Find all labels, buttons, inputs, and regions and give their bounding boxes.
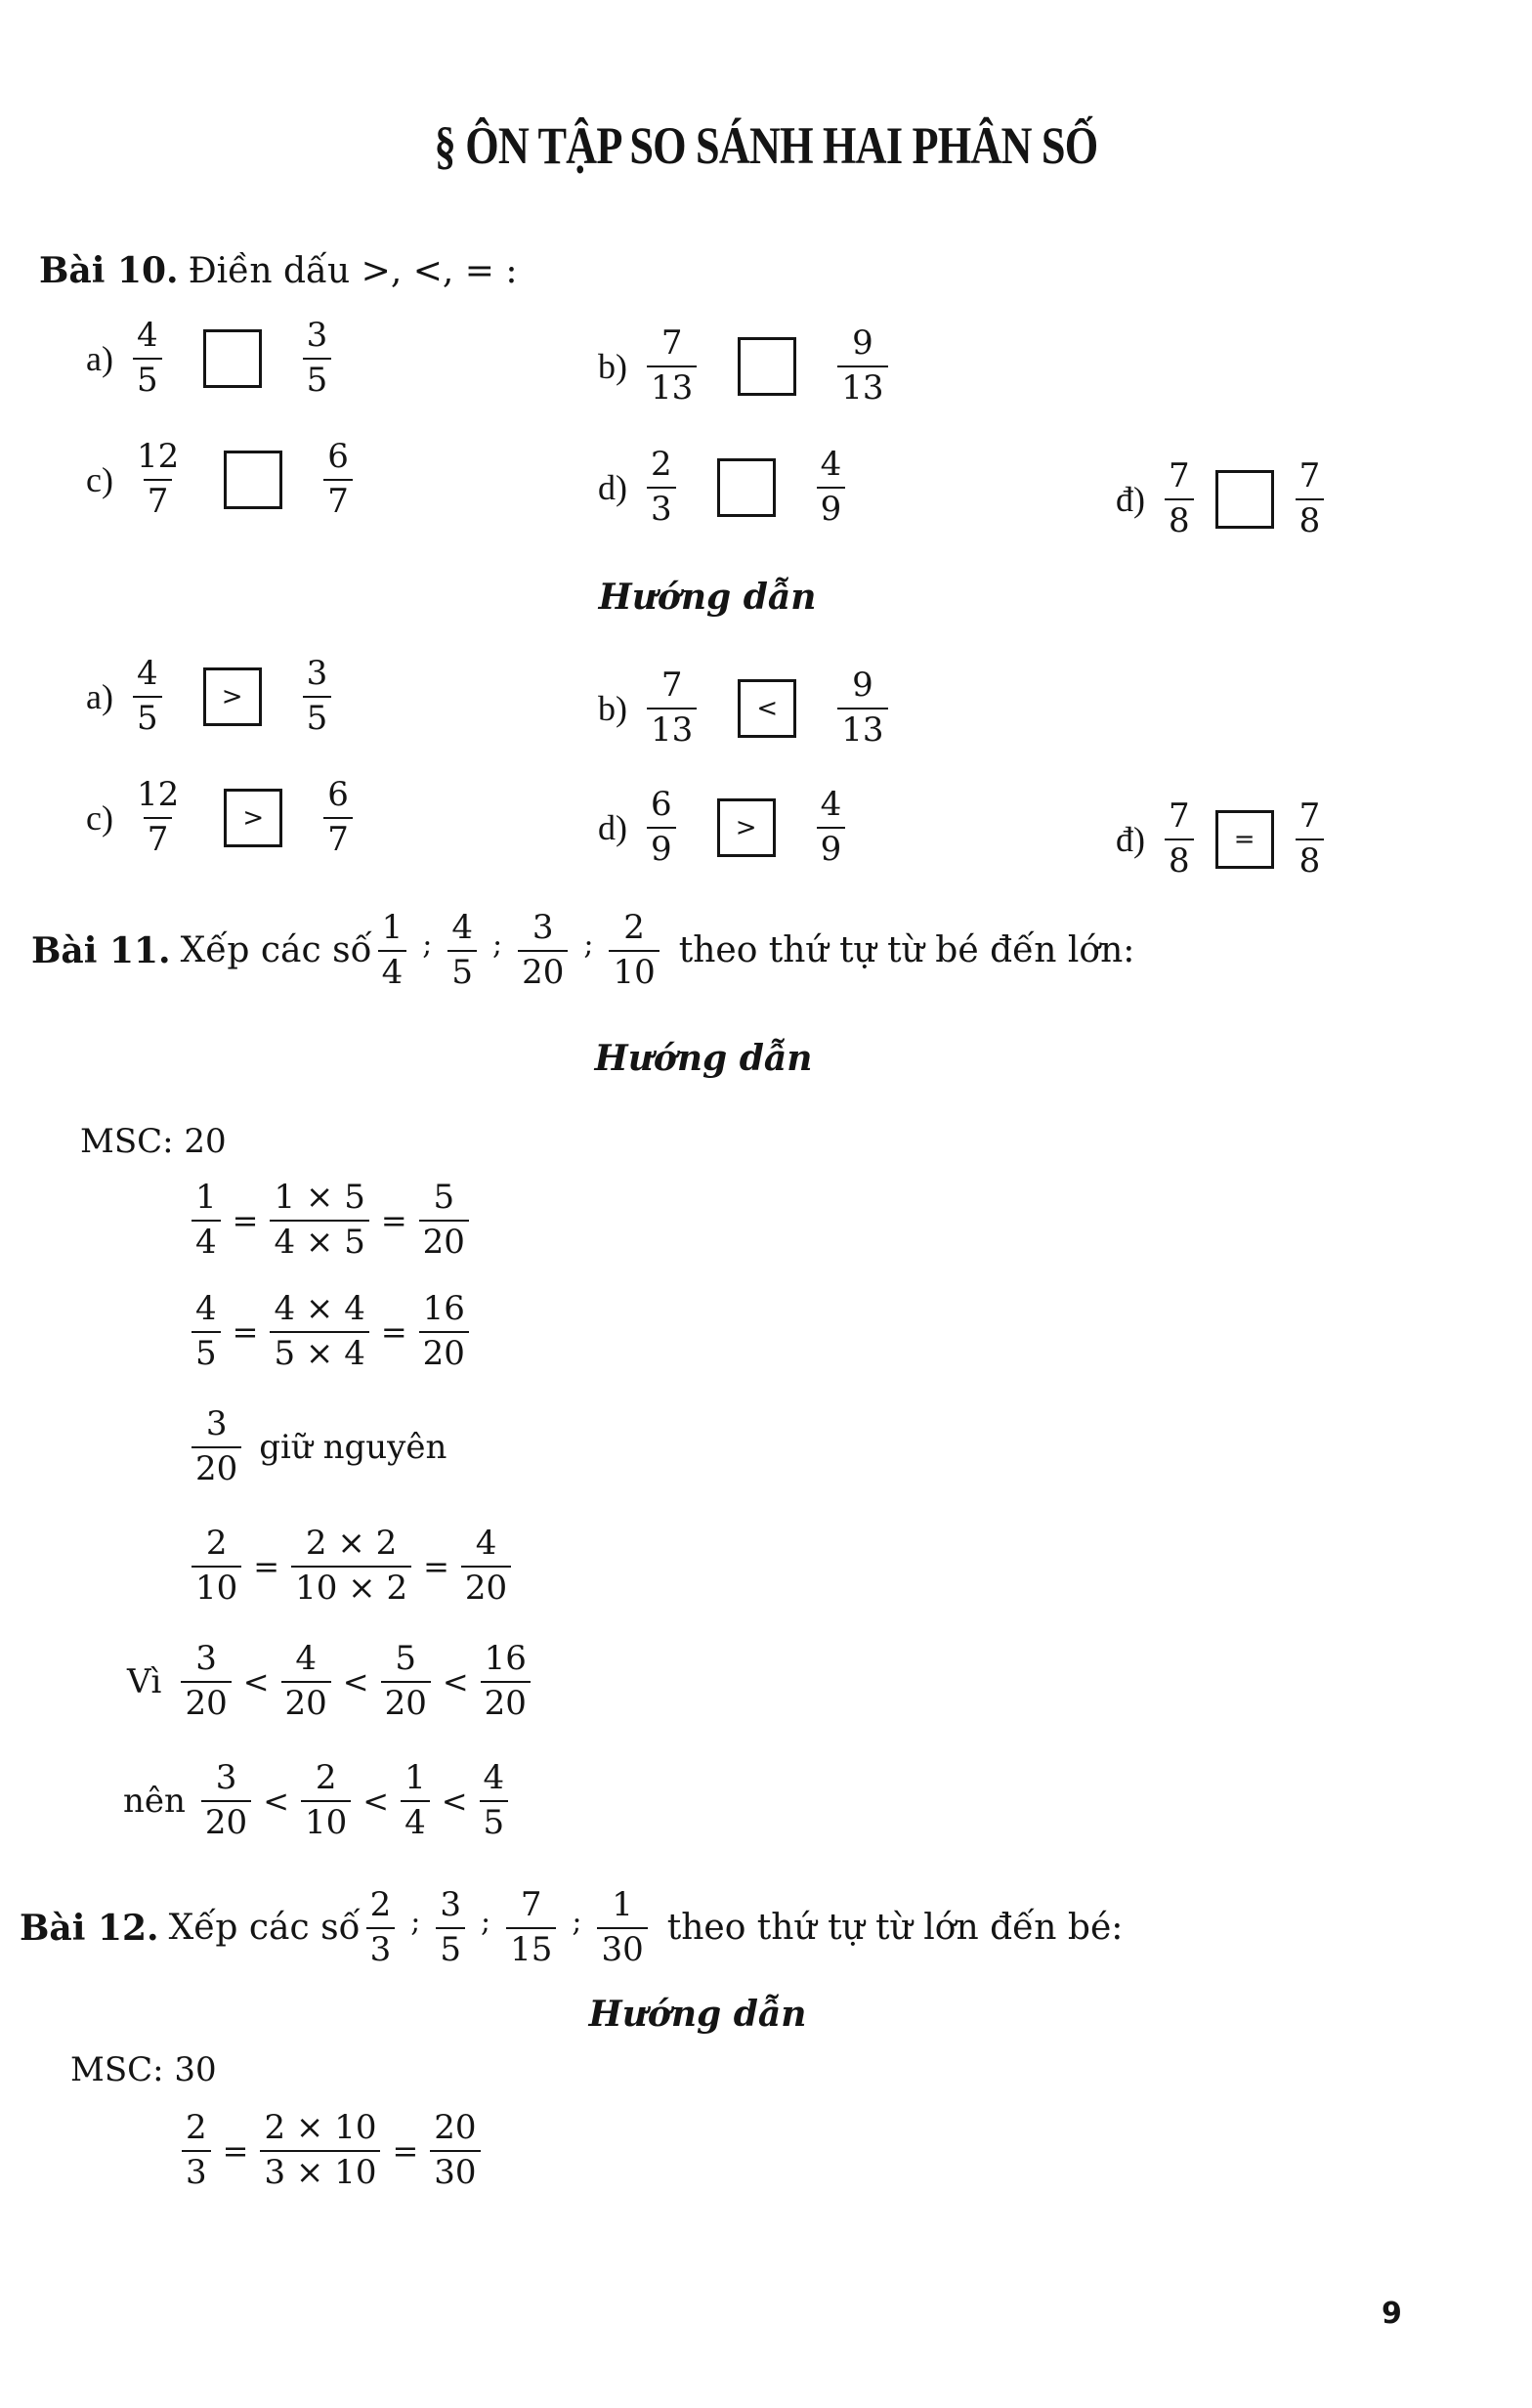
exercise-11-heading: Bài 11. Xếp các số $\frac{1}{4}$ ; $\frac{4}{5}$ ; $\frac{3}{20}$ ; $\frac{2}{10}$ theo thứ tự từ bé đến lớn: xyxy=(31,908,1135,992)
fraction: $\frac{1}{30}$ xyxy=(597,1888,647,1967)
exercise-11-because: Vì $\frac{3}{20}$ < $\frac{4}{20}$ < $\frac{5}{20}$ < $\frac{16}{20}$ xyxy=(127,1642,536,1721)
exercise-11-therefore: nên $\frac{3}{20}$ < $\frac{2}{10}$ < $\frac{1}{4}$ < $\frac{4}{5}$ xyxy=(123,1761,514,1840)
fraction: $\frac{6}{7}$ xyxy=(323,778,353,857)
fraction: $\frac{12}{7}$ xyxy=(136,775,180,859)
fraction: $\frac{7}{8}$ xyxy=(1165,459,1194,538)
exercise-11-step-1: $\frac{1}{4}$ = $\frac{1 \times 5}{4 \times 5}$ = $\frac{5}{20}$ xyxy=(186,1181,475,1260)
fraction: $\frac{6}{9}$ xyxy=(647,788,676,867)
exercise-11-step-3: $\frac{2}{10}$ = $\frac{2 \times 2}{10 \times 2}$ = $\frac{4}{20}$ xyxy=(186,1526,517,1606)
exercise-10-guide-title: Hướng dẫn xyxy=(598,577,817,618)
exercise-10-answer-d: d) $\frac{6}{9}$ > $\frac{4}{9}$ xyxy=(598,788,851,867)
fraction: $\frac{3}{5}$ xyxy=(303,657,332,736)
exercise-12-msc: MSC: 30 xyxy=(70,2050,217,2089)
fraction: $\frac{12}{7}$ xyxy=(136,437,180,521)
exercise-12-guide-title: Hướng dẫn xyxy=(588,1994,807,2035)
fraction: $\frac{7}{8}$ xyxy=(1296,799,1325,879)
fraction: $\frac{7}{15}$ xyxy=(506,1888,556,1967)
fraction: $\frac{9}{13}$ xyxy=(837,326,887,406)
fraction: $\frac{1}{4}$ xyxy=(378,911,407,990)
fraction: $\frac{3}{5}$ xyxy=(303,319,332,398)
exercise-10-item-dd: đ) $\frac{7}{8}$ $\frac{7}{8}$ xyxy=(1116,459,1330,538)
answer-box[interactable] xyxy=(717,458,776,517)
page-number: 9 xyxy=(1382,2297,1402,2331)
exercise-10-answer-b: b) $\frac{7}{13}$ < $\frac{9}{13}$ xyxy=(598,668,894,748)
exercise-11-msc: MSC: 20 xyxy=(80,1122,227,1161)
fraction: $\frac{7}{8}$ xyxy=(1296,459,1325,538)
answer-box[interactable] xyxy=(203,329,262,388)
fraction: $\frac{7}{13}$ xyxy=(647,326,697,406)
fraction: $\frac{2}{3}$ xyxy=(647,448,676,527)
answer-box-filled: > xyxy=(717,798,776,857)
fraction: $\frac{7}{13}$ xyxy=(647,668,697,748)
exercise-10-item-b: b) $\frac{7}{13}$ $\frac{9}{13}$ xyxy=(598,326,894,406)
exercise-10-prompt: Điền dấu >, <, = : xyxy=(188,250,518,291)
exercise-12-step-1: $\frac{2}{3}$ = $\frac{2 \times 10}{3 \times 10}$ = $\frac{20}{30}$ xyxy=(176,2111,487,2190)
exercise-11-label: Bài 11. xyxy=(31,929,171,971)
exercise-12-heading: Bài 12. Xếp các số $\frac{2}{3}$ ; $\frac{3}{5}$ ; $\frac{7}{15}$ ; $\frac{1}{30}$ theo thứ tự từ lớn đến bé: xyxy=(20,1885,1124,1969)
exercise-10-answer-c: c) $\frac{12}{7}$ > $\frac{6}{7}$ xyxy=(86,778,359,857)
fraction: $\frac{2}{10}$ xyxy=(609,911,659,990)
fraction: $\frac{4}{9}$ xyxy=(817,788,846,867)
exercise-10-heading xyxy=(39,250,518,291)
page-title: § ÔN TẬP SO SÁNH HAI PHÂN SỐ xyxy=(434,116,1098,175)
answer-box[interactable] xyxy=(738,337,796,396)
fraction: $\frac{4}{5}$ xyxy=(133,657,162,736)
answer-box[interactable] xyxy=(1215,470,1274,529)
fraction: $\frac{7}{8}$ xyxy=(1165,799,1194,879)
exercise-11-guide-title: Hướng dẫn xyxy=(594,1038,813,1079)
fraction: $\frac{4}{5}$ xyxy=(447,911,477,990)
exercise-10-item-c: c) $\frac{12}{7}$ $\frac{6}{7}$ xyxy=(86,440,359,519)
exercise-11-keep: $\frac{3}{20}$ giữ nguyên xyxy=(186,1407,447,1486)
fraction: $\frac{4}{5}$ xyxy=(133,319,162,398)
answer-box-filled: > xyxy=(224,789,282,847)
fraction: $\frac{3}{5}$ xyxy=(436,1888,465,1967)
exercise-10-answer-dd: đ) $\frac{7}{8}$ = $\frac{7}{8}$ xyxy=(1116,799,1330,879)
exercise-12-label: Bài 12. xyxy=(20,1907,159,1949)
exercise-10-answer-a: a) $\frac{4}{5}$ > $\frac{3}{5}$ xyxy=(86,657,337,736)
fraction: $\frac{2}{3}$ xyxy=(366,1888,396,1967)
answer-box-filled: < xyxy=(738,679,796,738)
fraction: $\frac{9}{13}$ xyxy=(837,668,887,748)
fraction: $\frac{3}{20}$ xyxy=(518,911,568,990)
exercise-10-label: Bài 10. xyxy=(39,250,179,291)
fraction: $\frac{4}{9}$ xyxy=(817,448,846,527)
answer-box[interactable] xyxy=(224,451,282,509)
fraction: $\frac{6}{7}$ xyxy=(323,440,353,519)
answer-box-filled: = xyxy=(1215,810,1274,869)
exercise-10-item-d: d) $\frac{2}{3}$ $\frac{4}{9}$ xyxy=(598,448,851,527)
answer-box-filled: > xyxy=(203,667,262,726)
exercise-11-step-2: $\frac{4}{5}$ = $\frac{4 \times 4}{5 \times 4}$ = $\frac{16}{20}$ xyxy=(186,1292,475,1371)
exercise-10-item-a: a) $\frac{4}{5}$ $\frac{3}{5}$ xyxy=(86,319,337,398)
